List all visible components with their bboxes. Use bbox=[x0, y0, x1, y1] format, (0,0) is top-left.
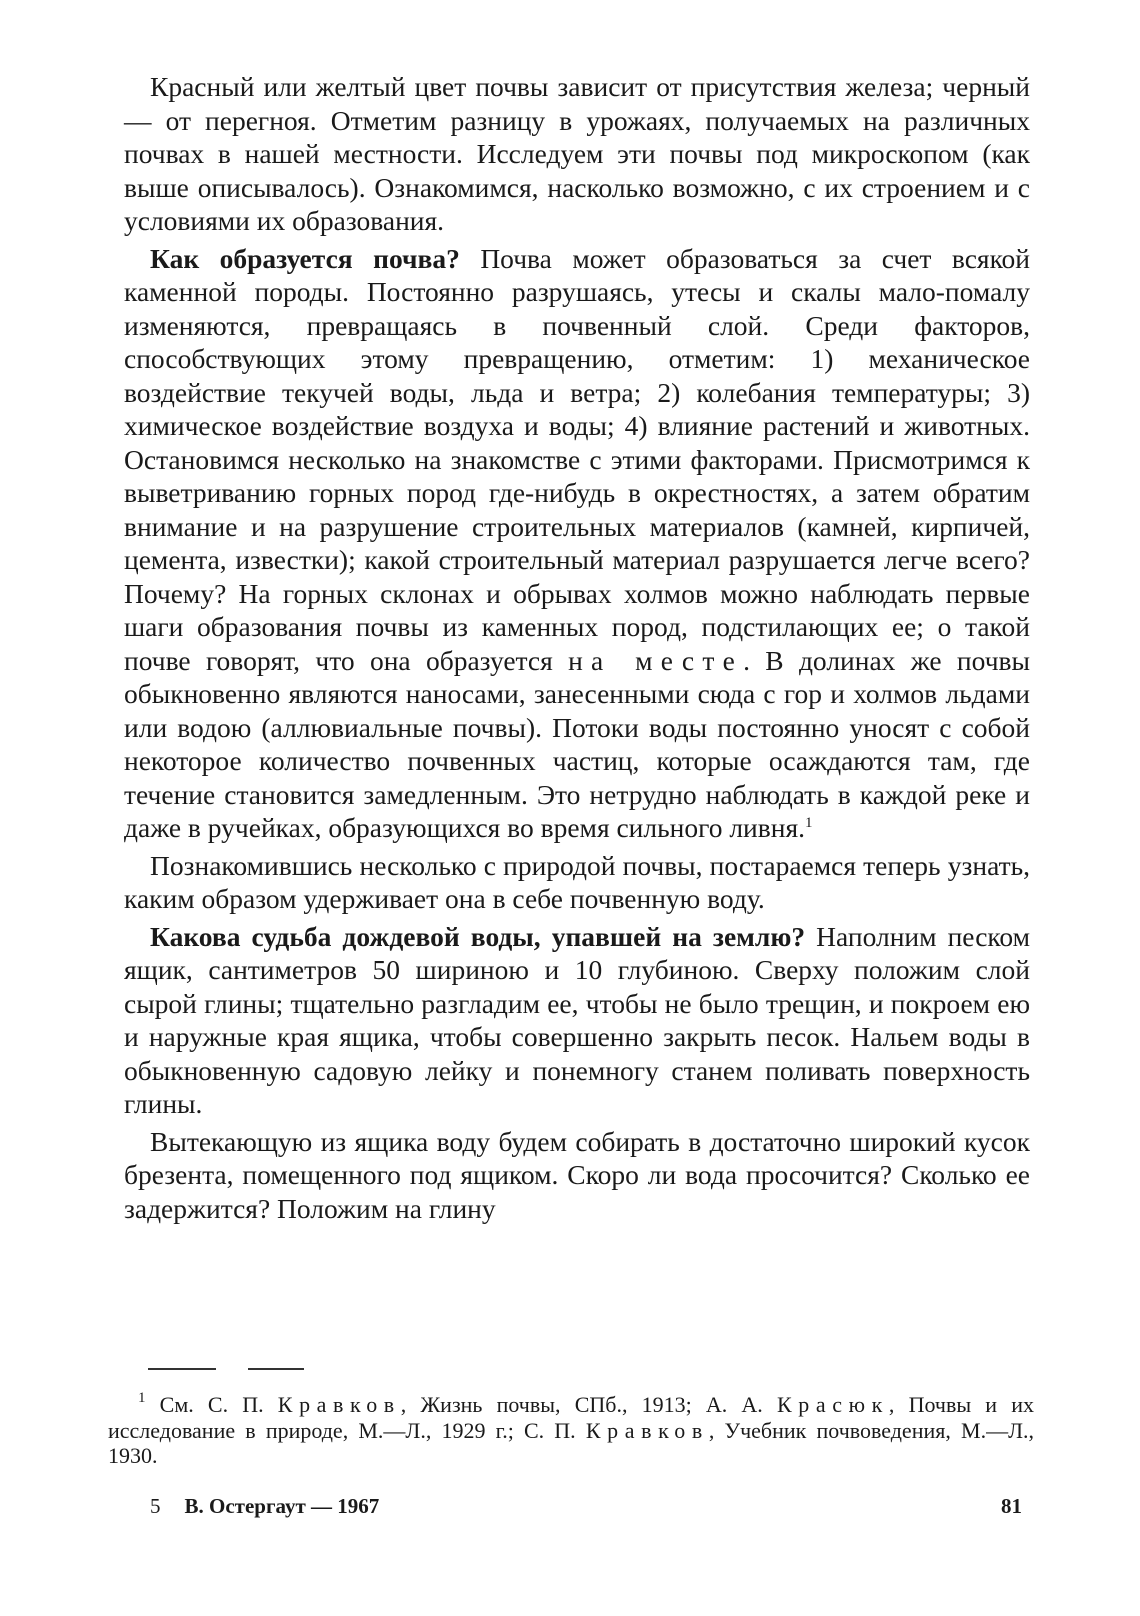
paragraph-1: Красный или желтый цвет почвы зависит от присутствия железа; черный — от перегноя. Отметим разницу в урожаях, получаемых на различных почвах в нашей местности. Исследуем эти почвы под микроскопом (как выше описывалось). Ознакомимся, насколько возможно, с их строением и с условиями их образования. bbox=[124, 71, 1030, 236]
footnote-author: Кравков bbox=[277, 1392, 401, 1417]
footnote-reference: 1 bbox=[805, 815, 813, 831]
paragraph-5: Вытекающую из ящика воду будем собирать в достаточно широкий кусок брезента, помещенного под ящиком. Скоро ли вода просочится? Сколько ее задержится? Положим на глину bbox=[124, 1125, 1030, 1224]
paragraph-2-text-b: . В долинах же почвы обыкновенно являются наносами, занесенными сюда с гор и холмов льдами или водою (аллювиальные почвы). Потоки воды постоянно уносят с собой некоторое количество почвенных частиц, которые осаждаются там, где течение становится замедленным. Это нетрудно наблюдать в каждой реке и даже в ручейках, образующихся во время сильного ливня. bbox=[124, 644, 1030, 843]
footnote bbox=[108, 1392, 1034, 1469]
footnote-text: См. С. П. bbox=[145, 1392, 278, 1417]
footnote-divider bbox=[148, 1368, 216, 1370]
footnote-text: , Учебник почвоведения, М.—Л., 1930. bbox=[108, 1417, 1034, 1468]
section-heading-soil-formation: Как образуется почва? bbox=[150, 242, 460, 274]
section-heading-rainwater: Какова судьба дождевой воды, упавшей на землю? bbox=[150, 920, 806, 952]
paragraph-3: Познакомившись несколько с природой почвы, постараемся теперь узнать, каким образом удерживает она в себе почвенную воду. bbox=[124, 849, 1030, 914]
page-footer bbox=[150, 1494, 1022, 1519]
paragraph-4-text: Наполним песком ящик, сантиметров 50 шириною и 10 глубиною. Сверху положим слой сырой глины; тщательно разгладим ее, чтобы не было трещин, и покроем ею и наружные края ящика, чтобы совершенно закрыть песок. Нальем воды в обыкновенную садовую лейку и понемногу станем поливать поверхность глины. bbox=[124, 920, 1030, 1119]
footnote-text: , Почвы и их исследование в природе, М.—Л., 1929 г.; С. П. bbox=[108, 1392, 1034, 1443]
main-text bbox=[124, 70, 1030, 1229]
footnote-text: , Жизнь почвы, СПб., 1913; А. А. bbox=[400, 1392, 777, 1417]
footnote-mark: 1 bbox=[138, 1390, 146, 1406]
page-number: 81 bbox=[1001, 1494, 1022, 1518]
footnote-divider bbox=[248, 1368, 304, 1370]
footer-author: В. Остергаут — 1967 bbox=[184, 1494, 380, 1518]
footnote-author: Красюк bbox=[776, 1392, 889, 1417]
footer-imprint bbox=[150, 1494, 379, 1519]
paragraph-2-text-a: Почва может образоваться за счет всякой каменной породы. Постоянно разрушаясь, утесы и скалы мало-помалу изменяются, превращаясь в почвенный слой. Среди факторов, способствующих этому превращению, отметим: 1) механическое воздействие текучей воды, льда и ветра; 2) колебания температуры; 3) химическое воздействие воздуха и воды; 4) влияние растений и животных. Остановимся несколько на знакомстве с этими факторами. Присмотримся к выветриванию горных пород где-нибудь в окрестностях, а затем обратим внимание и на разрушение строительных материалов (камней, кирпичей, цемента, известки); какой строительный материал разрушается легче всего? Почему? На горных склонах и обрывах холмов можно наблюдать первые шаги образования почвы из каменных пород, подстилающих ее; о такой почве говорят, что она образуется bbox=[124, 242, 1030, 676]
footnote-author: Кравков bbox=[585, 1417, 709, 1443]
emphasis-na-meste: на месте bbox=[568, 644, 744, 676]
signature-mark: 5 bbox=[150, 1494, 161, 1518]
paragraph-2 bbox=[124, 242, 1030, 845]
paragraph-4 bbox=[124, 920, 1030, 1121]
